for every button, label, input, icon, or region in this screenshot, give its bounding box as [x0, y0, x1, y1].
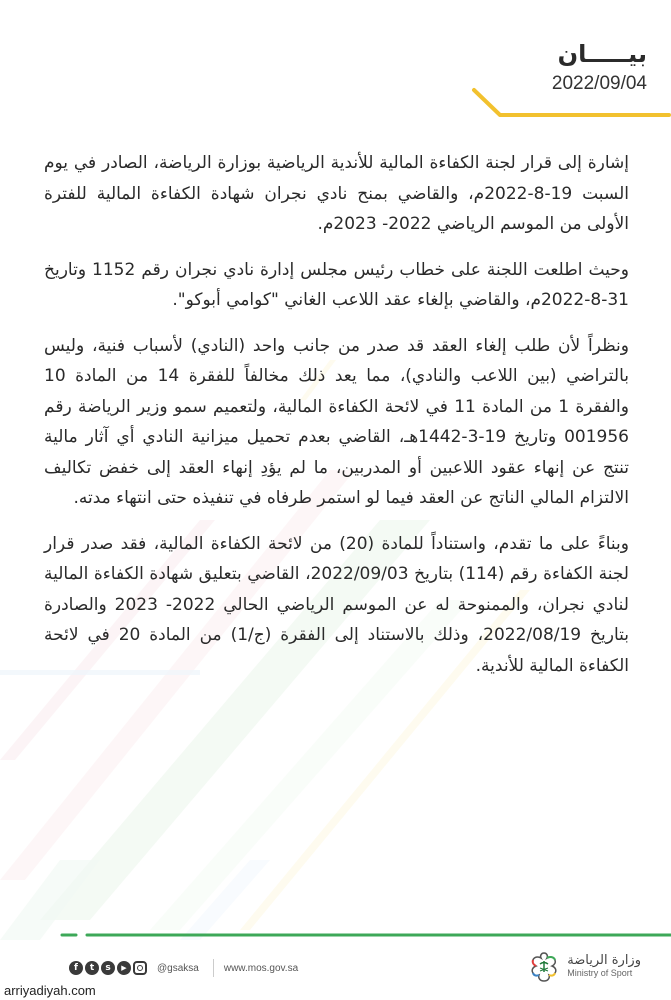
paragraph-3: ونظراً لأن طلب إلغاء العقد قد صدر من جانب واحد (النادي) لأسباب فنية، وليس بالتراضي (بين اللاعب والنادي)، مما يعد ذلك مخالفاً للفقرة 14 من المادة 10 والفقرة 1 من المادة 11 في لائحة الكفاءة المالية، ولتعميم سمو وزير الرياضة رقم 001956 وتاريخ 19-3-1442هـ، القاضي بعدم تحميل ميزانية النادي أي آثار مالية تنتج عن إنهاء عقود اللاعبين أو المدربين، ما لم يؤدِ إنهاء العقد إلى خفض تكاليف الالتزام المالي الناتج عن العقد فيما لو استمر طرفاه في تنفيذه حتى انتهاء مدته. [44, 335, 629, 508]
document-header [552, 40, 647, 96]
footer-separator [213, 959, 214, 977]
paragraph-4: وبناءً على ما تقدم، واستناداً للمادة (20) من لائحة الكفاءة المالية، فقد صدر قرار لجنة الكفاءة رقم (114) بتاريخ 2022/09/03، القاضي بتعليق شهادة الكفاءة المالية لنادي نجران، والممنوحة له عن الموسم الرياضي الحالي 2022- 2023 والصادرة بتاريخ 2022/08/19، وذلك بالاستناد إلى الفقرة (ج/1) من المادة 20 في لائحة الكفاءة المالية للأندية. [44, 533, 630, 676]
snapchat-icon[interactable]: s [101, 961, 115, 975]
footer [0, 950, 671, 984]
ministry-name-english: Ministry of Sport [567, 968, 633, 978]
ministry-name-arabic: وزارة الرياضة [567, 953, 641, 968]
ministry-logo [527, 950, 641, 984]
paragraph-2: وحيث اطلعت اللجنة على خطاب رئيس مجلس إدارة نادي نجران رقم 1152 وتاريخ 31-8-2022م، والقاضي بإلغاء عقد اللاعب الغاني "كوامي أبوكو". [44, 259, 629, 310]
paragraph-1: إشارة إلى قرار لجنة الكفاءة المالية للأندية الرياضية بوزارة الرياضة، الصادر في يوم السبت 19-8-2022م، والقاضي بمنح نادي نجران شهادة الكفاءة المالية للفترة الأولى من الموسم الرياضي 2022- 2023م. [44, 153, 629, 234]
document-title: بيـــــان [557, 40, 647, 68]
facebook-icon[interactable]: f [69, 961, 83, 975]
youtube-icon[interactable]: ▶ [117, 961, 131, 975]
instagram-icon[interactable] [133, 961, 147, 975]
document-date: 2022/09/04 [551, 73, 647, 94]
statement-body [44, 148, 629, 696]
ministry-emblem-icon [527, 950, 561, 984]
website-link[interactable]: www.mos.gov.sa [223, 962, 299, 974]
ministry-name [567, 954, 641, 980]
social-handle[interactable]: @gsaksa [157, 962, 199, 974]
source-watermark: arriyadiyah.com [4, 983, 96, 998]
twitter-icon[interactable]: t [85, 961, 99, 975]
social-links [69, 959, 298, 977]
